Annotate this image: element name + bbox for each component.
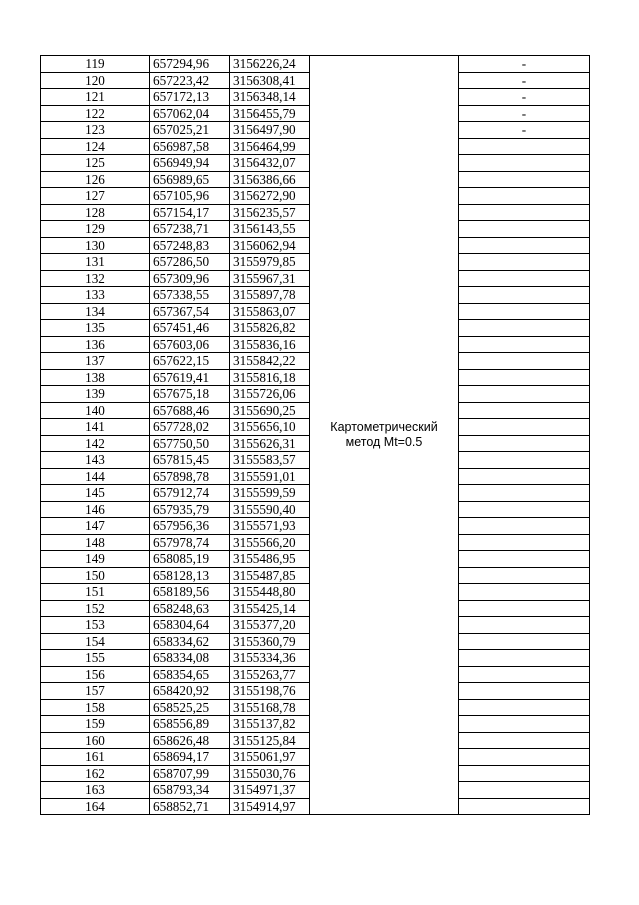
x-coordinate-cell: 657750,50	[150, 435, 230, 452]
y-coordinate-cell: 3155137,82	[230, 716, 310, 733]
y-coordinate-cell: 3155599,59	[230, 485, 310, 502]
accuracy-cell: -	[459, 56, 590, 73]
y-coordinate-cell: 3156497,90	[230, 122, 310, 139]
accuracy-cell	[459, 633, 590, 650]
accuracy-cell	[459, 749, 590, 766]
x-coordinate-cell: 658304,64	[150, 617, 230, 634]
accuracy-cell	[459, 237, 590, 254]
y-coordinate-cell: 3155125,84	[230, 732, 310, 749]
accuracy-cell	[459, 402, 590, 419]
accuracy-cell	[459, 567, 590, 584]
y-coordinate-cell: 3154914,97	[230, 798, 310, 815]
x-coordinate-cell: 658793,34	[150, 782, 230, 799]
point-number-cell: 142	[41, 435, 150, 452]
y-coordinate-cell: 3155486,95	[230, 551, 310, 568]
accuracy-cell: -	[459, 105, 590, 122]
accuracy-cell	[459, 419, 590, 436]
x-coordinate-cell: 658694,17	[150, 749, 230, 766]
accuracy-cell	[459, 435, 590, 452]
x-coordinate-cell: 657238,71	[150, 221, 230, 238]
y-coordinate-cell: 3155571,93	[230, 518, 310, 535]
y-coordinate-cell: 3155967,31	[230, 270, 310, 287]
y-coordinate-cell: 3155979,85	[230, 254, 310, 271]
x-coordinate-cell: 657688,46	[150, 402, 230, 419]
x-coordinate-cell: 658354,65	[150, 666, 230, 683]
point-number-cell: 152	[41, 600, 150, 617]
x-coordinate-cell: 656949,94	[150, 155, 230, 172]
point-number-cell: 151	[41, 584, 150, 601]
accuracy-cell	[459, 155, 590, 172]
y-coordinate-cell: 3155425,14	[230, 600, 310, 617]
y-coordinate-cell: 3155591,01	[230, 468, 310, 485]
y-coordinate-cell: 3155590,40	[230, 501, 310, 518]
y-coordinate-cell: 3155487,85	[230, 567, 310, 584]
accuracy-cell	[459, 138, 590, 155]
y-coordinate-cell: 3156464,99	[230, 138, 310, 155]
x-coordinate-cell: 657172,13	[150, 89, 230, 106]
point-number-cell: 123	[41, 122, 150, 139]
y-coordinate-cell: 3155626,31	[230, 435, 310, 452]
accuracy-cell	[459, 501, 590, 518]
point-number-cell: 153	[41, 617, 150, 634]
point-number-cell: 144	[41, 468, 150, 485]
point-number-cell: 139	[41, 386, 150, 403]
accuracy-cell: -	[459, 122, 590, 139]
accuracy-cell	[459, 798, 590, 815]
x-coordinate-cell: 657294,96	[150, 56, 230, 73]
x-coordinate-cell: 657338,55	[150, 287, 230, 304]
x-coordinate-cell: 658525,25	[150, 699, 230, 716]
x-coordinate-cell: 658707,99	[150, 765, 230, 782]
y-coordinate-cell: 3155168,78	[230, 699, 310, 716]
x-coordinate-cell: 658334,08	[150, 650, 230, 667]
y-coordinate-cell: 3155030,76	[230, 765, 310, 782]
point-number-cell: 147	[41, 518, 150, 535]
y-coordinate-cell: 3155816,18	[230, 369, 310, 386]
point-number-cell: 143	[41, 452, 150, 469]
accuracy-cell	[459, 534, 590, 551]
coordinates-table-body	[41, 56, 590, 815]
x-coordinate-cell: 658556,89	[150, 716, 230, 733]
accuracy-cell	[459, 369, 590, 386]
point-number-cell: 148	[41, 534, 150, 551]
point-number-cell: 126	[41, 171, 150, 188]
method-cell	[310, 56, 459, 815]
accuracy-cell: -	[459, 89, 590, 106]
y-coordinate-cell: 3155061,97	[230, 749, 310, 766]
y-coordinate-cell: 3155583,57	[230, 452, 310, 469]
method-line-1: Картометрический	[330, 420, 438, 434]
x-coordinate-cell: 657675,18	[150, 386, 230, 403]
x-coordinate-cell: 658852,71	[150, 798, 230, 815]
point-number-cell: 159	[41, 716, 150, 733]
y-coordinate-cell: 3156432,07	[230, 155, 310, 172]
x-coordinate-cell: 658626,48	[150, 732, 230, 749]
point-number-cell: 141	[41, 419, 150, 436]
accuracy-cell	[459, 683, 590, 700]
accuracy-cell	[459, 600, 590, 617]
point-number-cell: 155	[41, 650, 150, 667]
accuracy-cell	[459, 270, 590, 287]
accuracy-cell	[459, 716, 590, 733]
accuracy-cell	[459, 518, 590, 535]
y-coordinate-cell: 3155198,76	[230, 683, 310, 700]
x-coordinate-cell: 657728,02	[150, 419, 230, 436]
point-number-cell: 137	[41, 353, 150, 370]
y-coordinate-cell: 3155360,79	[230, 633, 310, 650]
x-coordinate-cell: 657154,17	[150, 204, 230, 221]
y-coordinate-cell: 3156386,66	[230, 171, 310, 188]
y-coordinate-cell: 3156226,24	[230, 56, 310, 73]
x-coordinate-cell: 656989,65	[150, 171, 230, 188]
point-number-cell: 135	[41, 320, 150, 337]
accuracy-cell	[459, 353, 590, 370]
point-number-cell: 122	[41, 105, 150, 122]
accuracy-cell	[459, 699, 590, 716]
point-number-cell: 124	[41, 138, 150, 155]
accuracy-cell	[459, 551, 590, 568]
y-coordinate-cell: 3155690,25	[230, 402, 310, 419]
x-coordinate-cell: 657935,79	[150, 501, 230, 518]
x-coordinate-cell: 657062,04	[150, 105, 230, 122]
y-coordinate-cell: 3155448,80	[230, 584, 310, 601]
y-coordinate-cell: 3155334,36	[230, 650, 310, 667]
accuracy-cell	[459, 468, 590, 485]
y-coordinate-cell: 3156308,41	[230, 72, 310, 89]
point-number-cell: 163	[41, 782, 150, 799]
point-number-cell: 154	[41, 633, 150, 650]
accuracy-cell	[459, 782, 590, 799]
y-coordinate-cell: 3155897,78	[230, 287, 310, 304]
accuracy-cell	[459, 303, 590, 320]
y-coordinate-cell: 3156455,79	[230, 105, 310, 122]
x-coordinate-cell: 656987,58	[150, 138, 230, 155]
x-coordinate-cell: 657978,74	[150, 534, 230, 551]
coordinates-table	[40, 55, 590, 815]
accuracy-cell	[459, 254, 590, 271]
y-coordinate-cell: 3154971,37	[230, 782, 310, 799]
point-number-cell: 119	[41, 56, 150, 73]
point-number-cell: 129	[41, 221, 150, 238]
point-number-cell: 164	[41, 798, 150, 815]
accuracy-cell	[459, 650, 590, 667]
y-coordinate-cell: 3155863,07	[230, 303, 310, 320]
x-coordinate-cell: 657286,50	[150, 254, 230, 271]
y-coordinate-cell: 3155826,82	[230, 320, 310, 337]
y-coordinate-cell: 3156235,57	[230, 204, 310, 221]
accuracy-cell	[459, 221, 590, 238]
x-coordinate-cell: 657619,41	[150, 369, 230, 386]
x-coordinate-cell: 658189,56	[150, 584, 230, 601]
point-number-cell: 134	[41, 303, 150, 320]
table-row	[41, 56, 590, 73]
point-number-cell: 136	[41, 336, 150, 353]
point-number-cell: 160	[41, 732, 150, 749]
point-number-cell: 156	[41, 666, 150, 683]
x-coordinate-cell: 657912,74	[150, 485, 230, 502]
x-coordinate-cell: 657309,96	[150, 270, 230, 287]
point-number-cell: 130	[41, 237, 150, 254]
point-number-cell: 138	[41, 369, 150, 386]
point-number-cell: 132	[41, 270, 150, 287]
point-number-cell: 158	[41, 699, 150, 716]
y-coordinate-cell: 3155377,20	[230, 617, 310, 634]
accuracy-cell	[459, 336, 590, 353]
accuracy-cell	[459, 204, 590, 221]
accuracy-cell	[459, 287, 590, 304]
x-coordinate-cell: 657622,15	[150, 353, 230, 370]
x-coordinate-cell: 657451,46	[150, 320, 230, 337]
accuracy-cell	[459, 666, 590, 683]
y-coordinate-cell: 3155566,20	[230, 534, 310, 551]
x-coordinate-cell: 657898,78	[150, 468, 230, 485]
y-coordinate-cell: 3156062,94	[230, 237, 310, 254]
point-number-cell: 121	[41, 89, 150, 106]
accuracy-cell	[459, 485, 590, 502]
x-coordinate-cell: 657223,42	[150, 72, 230, 89]
x-coordinate-cell: 658334,62	[150, 633, 230, 650]
x-coordinate-cell: 658248,63	[150, 600, 230, 617]
y-coordinate-cell: 3156272,90	[230, 188, 310, 205]
x-coordinate-cell: 657025,21	[150, 122, 230, 139]
point-number-cell: 133	[41, 287, 150, 304]
x-coordinate-cell: 658085,19	[150, 551, 230, 568]
accuracy-cell	[459, 452, 590, 469]
point-number-cell: 131	[41, 254, 150, 271]
point-number-cell: 127	[41, 188, 150, 205]
point-number-cell: 128	[41, 204, 150, 221]
accuracy-cell	[459, 386, 590, 403]
accuracy-cell	[459, 188, 590, 205]
point-number-cell: 161	[41, 749, 150, 766]
point-number-cell: 146	[41, 501, 150, 518]
point-number-cell: 125	[41, 155, 150, 172]
accuracy-cell	[459, 171, 590, 188]
x-coordinate-cell: 657367,54	[150, 303, 230, 320]
x-coordinate-cell: 658128,13	[150, 567, 230, 584]
accuracy-cell	[459, 732, 590, 749]
x-coordinate-cell: 657248,83	[150, 237, 230, 254]
x-coordinate-cell: 657603,06	[150, 336, 230, 353]
point-number-cell: 157	[41, 683, 150, 700]
x-coordinate-cell: 657815,45	[150, 452, 230, 469]
y-coordinate-cell: 3155842,22	[230, 353, 310, 370]
y-coordinate-cell: 3155263,77	[230, 666, 310, 683]
point-number-cell: 120	[41, 72, 150, 89]
x-coordinate-cell: 658420,92	[150, 683, 230, 700]
accuracy-cell	[459, 320, 590, 337]
accuracy-cell	[459, 584, 590, 601]
point-number-cell: 162	[41, 765, 150, 782]
accuracy-cell: -	[459, 72, 590, 89]
y-coordinate-cell: 3155656,10	[230, 419, 310, 436]
point-number-cell: 140	[41, 402, 150, 419]
point-number-cell: 145	[41, 485, 150, 502]
accuracy-cell	[459, 617, 590, 634]
method-line-2: метод Mt=0.5	[345, 435, 423, 449]
y-coordinate-cell: 3156143,55	[230, 221, 310, 238]
x-coordinate-cell: 657956,36	[150, 518, 230, 535]
point-number-cell: 149	[41, 551, 150, 568]
x-coordinate-cell: 657105,96	[150, 188, 230, 205]
y-coordinate-cell: 3155836,16	[230, 336, 310, 353]
accuracy-cell	[459, 765, 590, 782]
point-number-cell: 150	[41, 567, 150, 584]
y-coordinate-cell: 3155726,06	[230, 386, 310, 403]
y-coordinate-cell: 3156348,14	[230, 89, 310, 106]
